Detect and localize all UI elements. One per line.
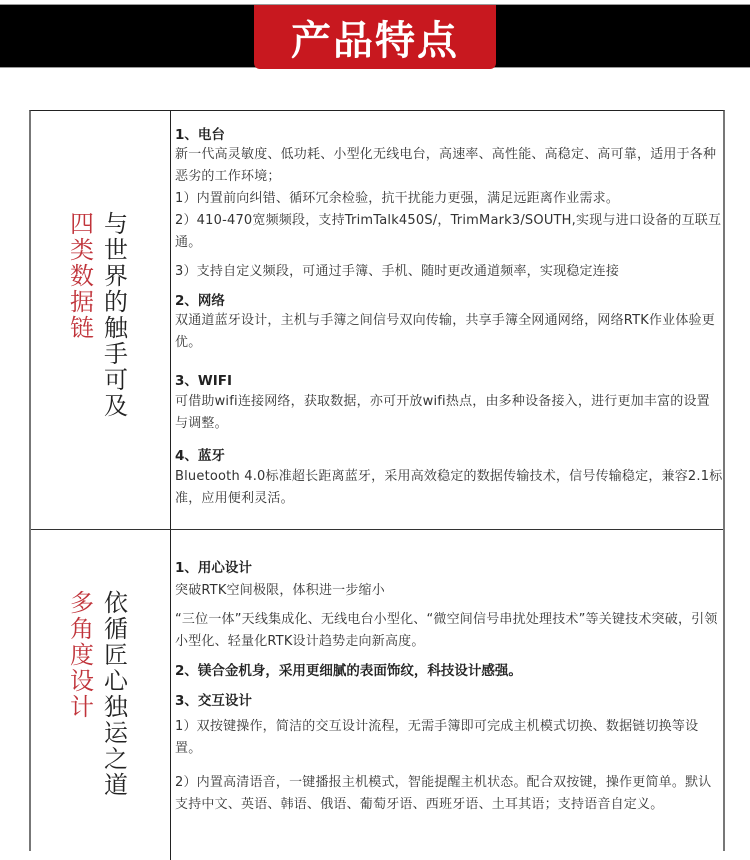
block-paragraph: 3）支持自定义频段，可通过手簿、手机、随时更改通道频率，实现稳定连接 bbox=[175, 264, 620, 279]
block-heading: 2、网络 bbox=[175, 293, 225, 309]
block-heading: 3、WIFI bbox=[175, 373, 233, 389]
title-banner bbox=[0, 4, 750, 68]
tagline-red: 多角度设计 bbox=[70, 589, 94, 721]
block-heading: 1、电台 bbox=[175, 127, 225, 143]
block-paragraph: Bluetooth 4.0标准超长距离蓝牙，采用高效稳定的数据传输技术，信号传输稳定，兼容2.1标准，应用便利灵活。 bbox=[175, 469, 723, 506]
block-paragraph: 2）410-470宽频频段，支持TrimTalk450S/，TrimMark3/SOUTH,实现与进口设备的互联互通。 bbox=[175, 213, 722, 250]
block-heading: 3、交互设计 bbox=[175, 693, 252, 709]
block-paragraph: 1）双按键操作，简洁的交互设计流程，无需手簿即可完成主机模式切换、数据链切换等设置。 bbox=[175, 719, 699, 756]
block-paragraph: 2）内置高清语音，一键播报主机模式，智能提醒主机状态。配合双按键，操作更简单。默认支持中文、英语、韩语、俄语、葡萄牙语、西班牙语、土耳其语；支持语音自定义。 bbox=[175, 775, 712, 812]
block-paragraph: 双通道蓝牙设计，主机与手簿之间信号双向传输，共享手簿全网通网络，网络RTK作业体验更优。 bbox=[175, 313, 715, 350]
block-paragraph: “三位一体”天线集成化、无线电台小型化、“微空间信号串扰处理技术”等关键技术突破，引领小型化、轻量化RTK设计趋势走向新高度。 bbox=[175, 612, 718, 649]
page-title: 产品特点 bbox=[291, 17, 459, 64]
section-label-cell bbox=[31, 530, 171, 860]
tagline-red: 四类数据链 bbox=[70, 210, 94, 342]
section-data-links bbox=[31, 111, 723, 530]
block-paragraph: 突破RTK空间极限，体积进一步缩小 bbox=[175, 583, 385, 598]
section-label-cell bbox=[31, 111, 171, 529]
tagline-black: 依循匠心独运之道 bbox=[104, 589, 128, 799]
block-paragraph: 1）内置前向纠错、循环冗余检验，抗干扰能力更强，满足远距离作业需求。 bbox=[175, 191, 620, 206]
title-tab bbox=[254, 5, 496, 69]
section-design bbox=[31, 530, 723, 860]
block-heading: 2、镁合金机身，采用更细腻的表面饰纹，科技设计感强。 bbox=[175, 663, 522, 679]
block-paragraph: 可借助wifi连接网络，获取数据，亦可开放wifi热点，由多种设备接入，进行更加丰富的设置与调整。 bbox=[175, 394, 710, 431]
block-heading: 1、用心设计 bbox=[175, 560, 252, 576]
section-content bbox=[172, 111, 723, 529]
block-heading: 4、蓝牙 bbox=[175, 448, 225, 464]
section-content bbox=[172, 530, 723, 860]
block-paragraph: 新一代高灵敏度、低功耗、小型化无线电台，高速率、高性能、高稳定、高可靠，适用于各种恶劣的工作环境； bbox=[175, 147, 717, 184]
tagline-black: 与世界的触手可及 bbox=[104, 210, 128, 420]
features-table bbox=[29, 110, 725, 851]
